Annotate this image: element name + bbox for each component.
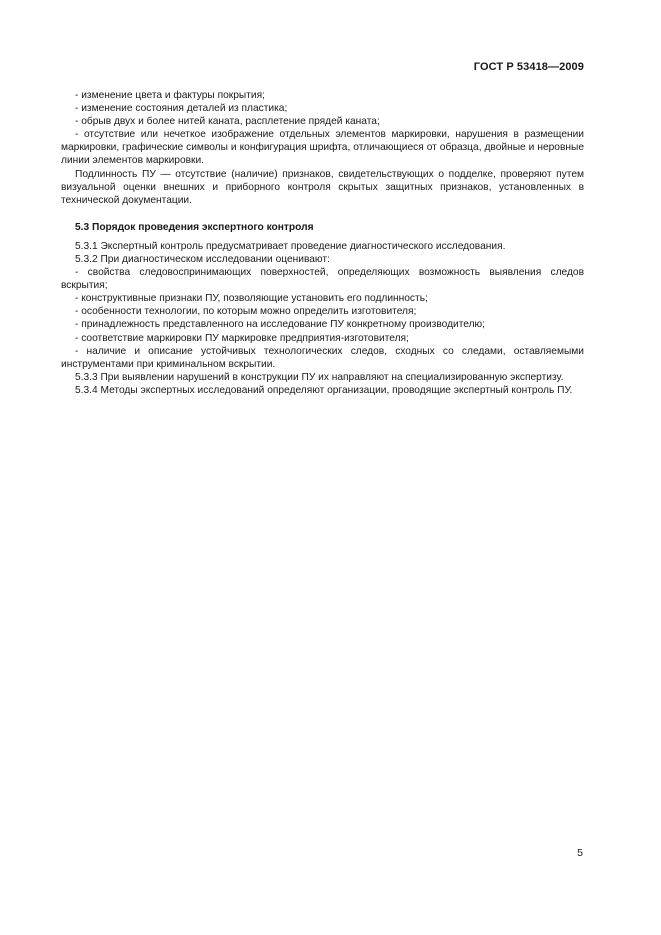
paragraph-5-3-3: 5.3.3 При выявлении нарушений в конструкции ПУ их направляют на специализированную экспертизу. [75, 371, 564, 383]
list-item: - свойства следовоспринимающих поверхностей, определяющих возможность выявления следов вскрытия; [61, 267, 584, 292]
list-item: - соответствие маркировки ПУ маркировке предприятия-изготовителя; [75, 332, 409, 344]
list-item: - конструктивные признаки ПУ, позволяющие установить его подлинность; [75, 293, 428, 305]
list-item: - отсутствие или нечеткое изображение отдельных элементов маркировки, нарушения в размещении маркировки, графические символы и конфигурация шрифта, отличающиеся от образца, двойные и неровные линии элементов маркировки. [61, 129, 584, 167]
section-heading: 5.3 Порядок проведения экспертного контроля [75, 221, 314, 233]
paragraph-5-3-2: 5.3.2 При диагностическом исследовании оценивают: [75, 253, 330, 265]
list-item: - особенности технологии, по которым можно определить изготовителя; [75, 306, 417, 318]
paragraph-5-3-4: 5.3.4 Методы экспертных исследований определяют организации, проводящие экспертный контроль ПУ. [75, 384, 573, 396]
list-item: - наличие и описание устойчивых технологических следов, сходных со следами, оставляемыми инструментами при криминальном вскрытии. [61, 345, 584, 370]
list-item: - изменение цвета и фактуры покрытия; [75, 90, 265, 101]
document-body [61, 89, 584, 397]
list-item: - изменение состояния деталей из пластика; [75, 103, 288, 115]
document-code-header: ГОСТ Р 53418—2009 [473, 61, 584, 73]
list-item: - обрыв двух и более нитей каната, расплетение прядей каната; [75, 116, 380, 128]
list-item: - принадлежность представленного на исследование ПУ конкретному производителю; [75, 319, 485, 331]
paragraph-5-3-1: 5.3.1 Экспертный контроль предусматривает проведение диагностического исследования. [75, 240, 506, 252]
page-number: 5 [577, 847, 583, 859]
authenticity-paragraph: Подлинность ПУ — отсутствие (наличие) признаков, свидетельствующих о подделке, проверяют путем визуальной оценки внешних и приборного контроля скрытых защитных признаков, установленных в технической документации. [61, 168, 584, 206]
